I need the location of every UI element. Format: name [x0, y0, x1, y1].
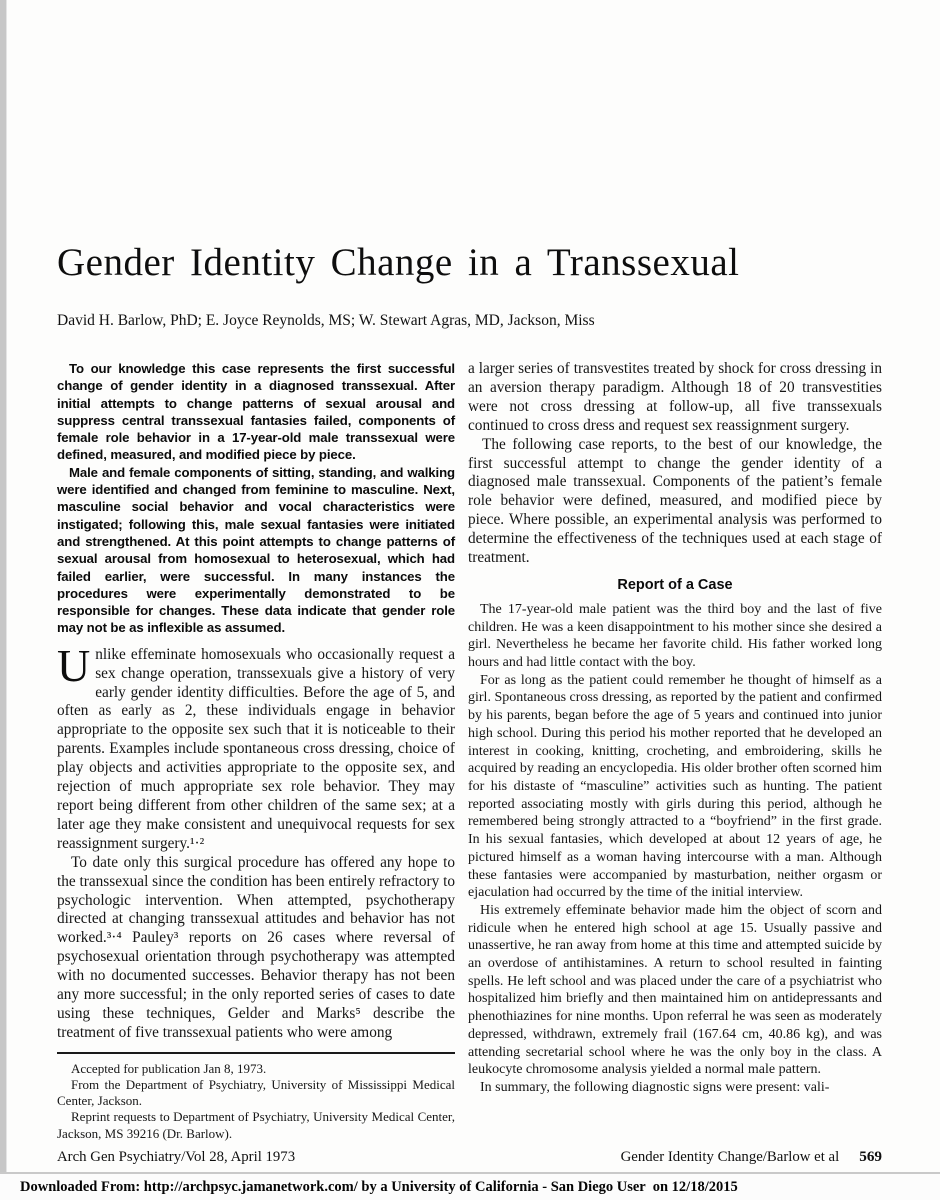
- page-footer: [57, 1148, 882, 1166]
- left-column: [57, 360, 455, 1142]
- case-paragraph: In summary, the following diagnostic signs were present: vali-: [480, 1079, 830, 1095]
- footnote-line: Reprint requests to Department of Psychiatry, University Medical Center, Jackson, MS 39216 (Dr. Barlow).: [57, 1109, 455, 1141]
- download-provenance-bar: [0, 1172, 940, 1200]
- drop-cap: U: [57, 639, 91, 691]
- opening-paragraph-text: nlike effeminate homosexuals who occasionally request a sex change operation, transsexuals give a history of very early gender identity difficulties. Before the age of 5, and often as early as 2, these individuals engage in behavior appropriate to the opposite sex such that it is noticeable to their parents. Examples include spontaneous cross dressing, choice of play objects and activities appropriate to the opposite sex, and rejection of much appropriate sex role behavior. They may report being different from other children of the same sex; at a later age they make consistent and unequivocal requests for sex reassignment surgery.¹·²: [57, 645, 455, 852]
- running-title: Gender Identity Change/Barlow et al: [620, 1149, 840, 1165]
- body-paragraph: [57, 639, 455, 854]
- page-number: 569: [859, 1148, 882, 1165]
- body-paragraph: The following case reports, to the best of our knowledge, the first successful attempt to change the gender identity of a diagnosed male transsexual. Components of the patient’s female role behavior were defined, measured, and modified piece by piece. Where possible, an experimental analysis was performed to determine the effectiveness of the techniques used at each stage of treatment.: [468, 435, 882, 567]
- article-title: Gender Identity Change in a Transsexual: [57, 241, 740, 284]
- article-byline: David H. Barlow, PhD; E. Joyce Reynolds, MS; W. Stewart Agras, MD, Jackson, Miss: [57, 312, 595, 329]
- abstract-paragraph: To our knowledge this case represents the first successful change of gender identity in a diagnosed transsexual. After initial attempts to change patterns of sexual arousal and suppress central transsexual fantasies failed, components of female role behavior in a 17-year-old male transsexual were defined, measured, and modified piece by piece.: [57, 361, 455, 463]
- footnote-line: Accepted for publication Jan 8, 1973.: [71, 1060, 267, 1076]
- journal-citation: Arch Gen Psychiatry/Vol 28, April 1973: [57, 1149, 296, 1165]
- article-header: [0, 0, 940, 330]
- case-paragraph: For as long as the patient could remember he thought of himself as a girl. Spontaneous cross dressing, as reported by the patient and confirmed by his parents, began before the age of 5 years and continued into junior high school. During this period his mother reported that he developed an interest in cooking, knitting, crocheting, and embroidering, skills he acquired by reading an encyclopedia. His older brother often scorned him for his distaste of “masculine” activities such as hunting. The patient reported associating mostly with girls during this period, although he remembered being strongly attracted to a “boyfriend” in the first grade. In his sexual fantasies, which developed at about 12 years of age, he pictured himself as a woman having intercourse with a man. Although these fantasies were accompanied by masturbation, neither orgasm or ejaculation had occurred by the time of the initial interview.: [468, 672, 882, 901]
- download-provenance-text: Downloaded From: http://archpsyc.jamanetwork.com/ by a University of California - San Diego User on 12/18/2015: [20, 1178, 738, 1195]
- case-paragraph: The 17-year-old male patient was the third boy and the last of five children. He was a keen disappointment to his mother since she desired a girl. Nevertheless he became her favorite child. His father worked long hours and had little contact with the boy.: [468, 601, 882, 671]
- running-head: [621, 1148, 882, 1166]
- abstract-paragraph: Male and female components of sitting, standing, and walking were identified and changed from feminine to masculine. Next, masculine social behavior and vocal characteristics were instigated; following this, male sexual fantasies were initiated and strengthened. At this point attempts to change patterns of sexual arousal from homosexual to heterosexual, which had failed earlier, were successful. In many instances the procedures were experimentally demonstrated to be responsible for changes. These data indicate that gender role may not be as inflexible as assumed.: [57, 464, 455, 636]
- body-paragraph: To date only this surgical procedure has offered any hope to the transsexual since the condition has been entirely refractory to psychologic intervention. When attempted, psychotherapy directed at changing transsexual attitudes and behavior has not worked.³·⁴ Pauley³ reports on 26 cases where reversal of psychosexual orientation through psychotherapy was attempted with no documented successes. Behavior therapy has not been any more successful; in the only reported series of cases to date using these techniques, Gelder and Marks⁵ describe the treatment of five transsexual patients who were among: [57, 853, 455, 1041]
- footnote-line: From the Department of Psychiatry, University of Mississippi Medical Center, Jackson.: [57, 1076, 455, 1109]
- section-heading: Report of a Case: [617, 576, 733, 593]
- footnote-divider: [57, 1052, 455, 1054]
- body-paragraph: a larger series of transvestites treated by shock for cross dressing in an aversion therapy paradigm. Although 18 of 20 transvestities were not cross dressing at follow-up, all five transsexuals continued to cross dress and request sex reassignment surgery.: [468, 360, 882, 434]
- scan-edge-strip: [0, 0, 7, 1200]
- right-column: [468, 360, 882, 1142]
- two-column-body: [0, 330, 940, 1142]
- case-paragraph: His extremely effeminate behavior made him the object of scorn and ridicule when he entered high school at age 15. Usually passive and unassertive, he ran away from home at this time and attempted suicide by an overdose of antihistamines. A return to school resulted in fainting spells. He left school and was placed under the care of a psychiatrist who hospitalized him briefly and then maintained him on antidepressants and phenothiazines for nine months. Upon referral he was seen as moderately depressed, withdrawn, extremely frail (167.64 cm, 40.86 kg), and was attending secretarial school where he was the only boy in the class. A leukocyte chromosome analysis yielded a normal male pattern.: [468, 902, 882, 1078]
